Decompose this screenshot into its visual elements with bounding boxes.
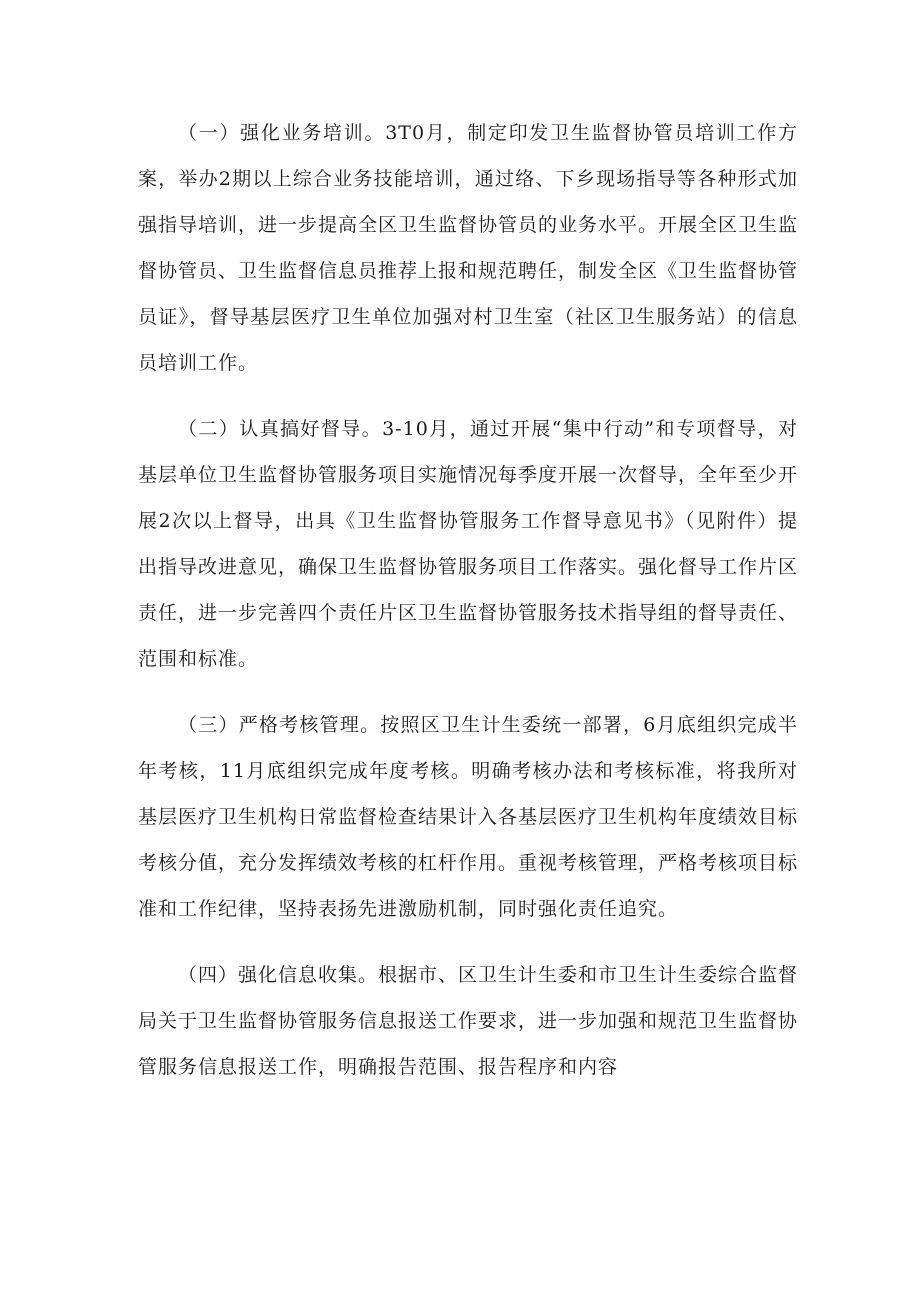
paragraph-supervision: （二）认真搞好督导。3-10月，通过开展“集中行动”和专项督导，对基层单位卫生监督协管服务项目实施情况每季度开展一次督导，全年至少开展2次以上督导，出具《卫生监督协管服务工作督导意见书》（见附件）提出指导改进意见，确保卫生监督协管服务项目工作落实。强化督导工作片区责任，进一步完善四个责任片区卫生监督协管服务技术指导组的督导责任、范围和标准。 (138, 418, 799, 670)
paragraph-training: （一）强化业务培训。3T0月，制定印发卫生监督协管员培训工作方案，举办2期以上综合业务技能培训，通过络、下乡现场指导等各种形式加强指导培训，进一步提高全区卫生监督协管员的业务水平。开展全区卫生监督协管员、卫生监督信息员推荐上报和规范聘任，制发全区《卫生监督协管员证》，督导基层医疗卫生单位加强对村卫生室（社区卫生服务站）的信息员培训工作。 (138, 122, 799, 374)
paragraph-assessment: （三）严格考核管理。按照区卫生计生委统一部署，6月底组织完成半年考核，11月底组织完成年度考核。明确考核办法和考核标准，将我所对基层医疗卫生机构日常监督检查结果计入各基层医疗卫生机构年度绩效目标考核分值，充分发挥绩效考核的杠杆作用。重视考核管理，严格考核项目标准和工作纪律，坚持表扬先进激励机制，同时强化责任追究。 (138, 714, 799, 920)
paragraph-information: （四）强化信息收集。根据市、区卫生计生委和市卫生计生委综合监督局关于卫生监督协管服务信息报送工作要求，进一步加强和规范卫生监督协管服务信息报送工作，明确报告范围、报告程序和内容 (138, 964, 799, 1078)
document-body (138, 110, 798, 1110)
